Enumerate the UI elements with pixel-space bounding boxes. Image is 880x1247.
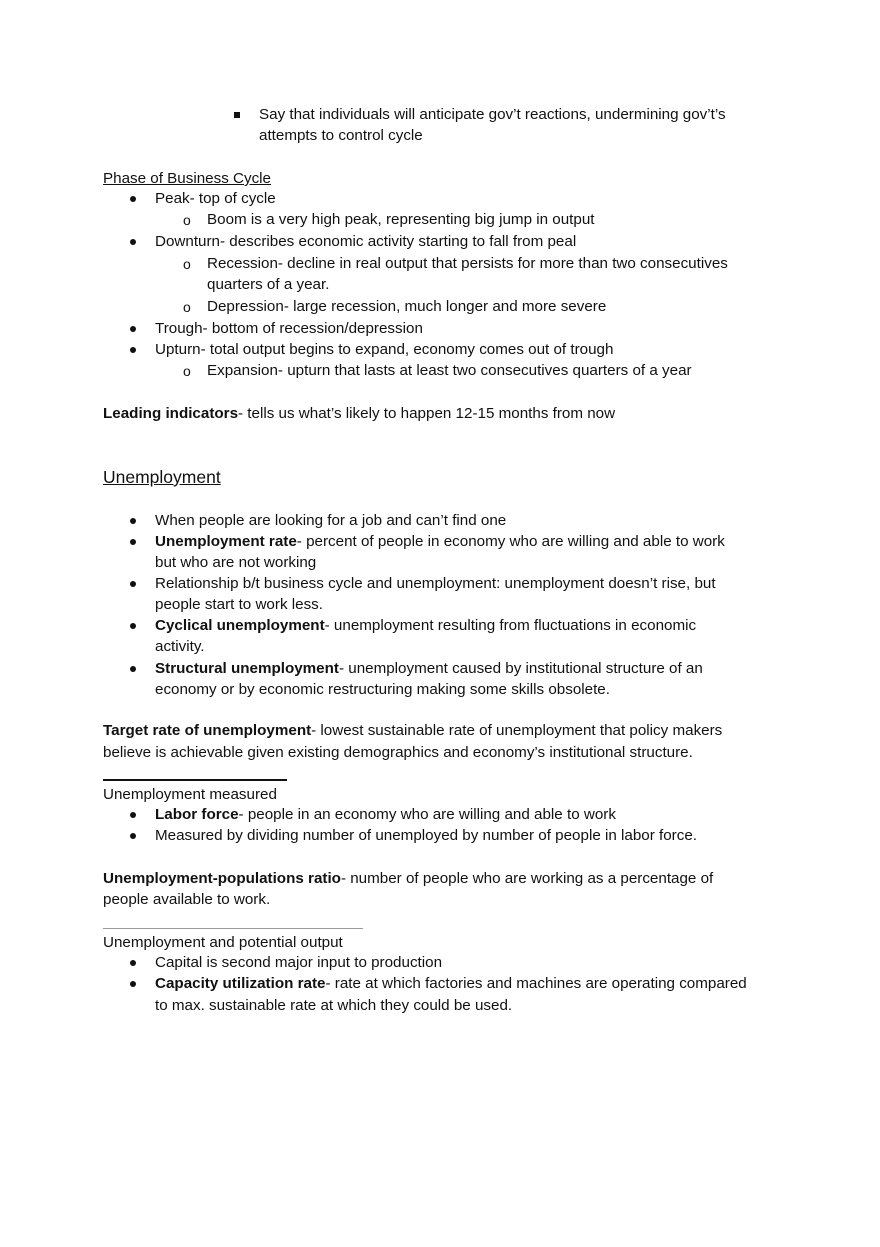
bullet-icon — [130, 539, 136, 545]
labor-force-line — [155, 805, 616, 825]
recession-item-line-1: Recession- decline in real output that persists for more than two consecutives — [207, 255, 728, 272]
structural-line-1 — [155, 659, 703, 679]
bullet-icon — [130, 960, 136, 966]
downturn-item: Downturn- describes economic activity starting to fall from peal — [155, 233, 577, 250]
top-note-line-1: Say that individuals will anticipate gov’t reactions, undermining gov’t’s — [259, 106, 726, 123]
unemployment-rate-def: - percent of people in economy who are willing and able to work — [296, 533, 725, 550]
recession-item-line-2: quarters of a year. — [207, 276, 330, 293]
capacity-line-1 — [155, 974, 747, 994]
measured-heading: Unemployment measured — [103, 786, 277, 803]
ratio-line-2: people available to work. — [103, 891, 271, 908]
bullet-icon — [130, 623, 136, 629]
bullet-icon — [130, 812, 136, 818]
relationship-line-1: Relationship b/t business cycle and unemployment: unemployment doesn’t rise, but — [155, 575, 716, 592]
structural-def: - unemployment caused by institutional structure of an — [338, 660, 703, 677]
cyclical-line-2: activity. — [155, 638, 205, 655]
target-rate-term: Target rate of unemployment — [103, 722, 312, 739]
ratio-term: Unemployment-populations ratio — [103, 870, 341, 887]
cyclical-def: - unemployment resulting from fluctuations in economic — [324, 617, 697, 634]
capacity-line-2: to max. sustainable rate at which they could be used. — [155, 997, 513, 1014]
capacity-def: - rate at which factories and machines are operating compared — [325, 975, 747, 992]
bullet-icon — [130, 326, 136, 332]
bullet-icon — [130, 347, 136, 353]
potential-heading: Unemployment and potential output — [103, 934, 343, 951]
circle-bullet-icon: o — [183, 299, 191, 315]
boom-item: Boom is a very high peak, representing big jump in output — [207, 211, 595, 228]
leading-indicators-line — [103, 404, 615, 424]
unemployment-rate-line-1 — [155, 532, 725, 552]
bullet-icon — [130, 518, 136, 524]
unemployment-item-1: When people are looking for a job and can’t find one — [155, 512, 507, 529]
upturn-item: Upturn- total output begins to expand, economy comes out of trough — [155, 341, 614, 358]
bullet-icon — [130, 239, 136, 245]
structural-term: Structural unemployment — [155, 660, 339, 677]
target-rate-line-2: believe is achievable given existing demographics and economy’s institutional structure. — [103, 744, 693, 761]
structural-line-2: economy or by economic restructuring making some skills obsolete. — [155, 681, 610, 698]
capacity-term: Capacity utilization rate — [155, 975, 326, 992]
measured-item-2: Measured by dividing number of unemployed by number of people in labor force. — [155, 827, 698, 844]
circle-bullet-icon: o — [183, 363, 191, 379]
expansion-item: Expansion- upturn that lasts at least two consecutives quarters of a year — [207, 362, 692, 379]
leading-indicators-def: - tells us what’s likely to happen 12-15 months from now — [238, 405, 616, 422]
cyclical-line-1 — [155, 616, 696, 636]
ratio-def: - number of people who are working as a percentage of — [340, 870, 714, 887]
bullet-icon — [130, 196, 136, 202]
relationship-line-2: people start to work less. — [155, 596, 323, 613]
cyclical-term: Cyclical unemployment — [155, 617, 325, 634]
top-note-line-2: attempts to control cycle — [259, 127, 423, 144]
target-rate-def: - lowest sustainable rate of unemployment that policy makers — [311, 722, 723, 739]
potential-item-1: Capital is second major input to production — [155, 954, 443, 971]
peak-item: Peak- top of cycle — [155, 190, 276, 207]
leading-indicators-term: Leading indicators — [103, 405, 239, 422]
bullet-icon — [130, 833, 136, 839]
bullet-icon — [130, 981, 136, 987]
labor-force-def: - people in an economy who are willing and able to work — [238, 806, 616, 823]
ratio-line-1 — [103, 869, 713, 889]
bullet-icon — [130, 581, 136, 587]
depression-item: Depression- large recession, much longer and more severe — [207, 298, 607, 315]
unemployment-heading: Unemployment — [103, 467, 221, 487]
section-divider — [103, 779, 287, 781]
square-bullet-icon — [234, 112, 240, 118]
target-rate-line-1 — [103, 721, 722, 741]
unemployment-rate-term: Unemployment rate — [155, 533, 297, 550]
unemployment-rate-line-2: but who are not working — [155, 554, 317, 571]
circle-bullet-icon: o — [183, 256, 191, 272]
section-divider — [103, 928, 363, 929]
labor-force-term: Labor force — [155, 806, 239, 823]
phase-heading: Phase of Business Cycle — [103, 170, 271, 187]
bullet-icon — [130, 666, 136, 672]
circle-bullet-icon: o — [183, 212, 191, 228]
trough-item: Trough- bottom of recession/depression — [155, 320, 423, 337]
